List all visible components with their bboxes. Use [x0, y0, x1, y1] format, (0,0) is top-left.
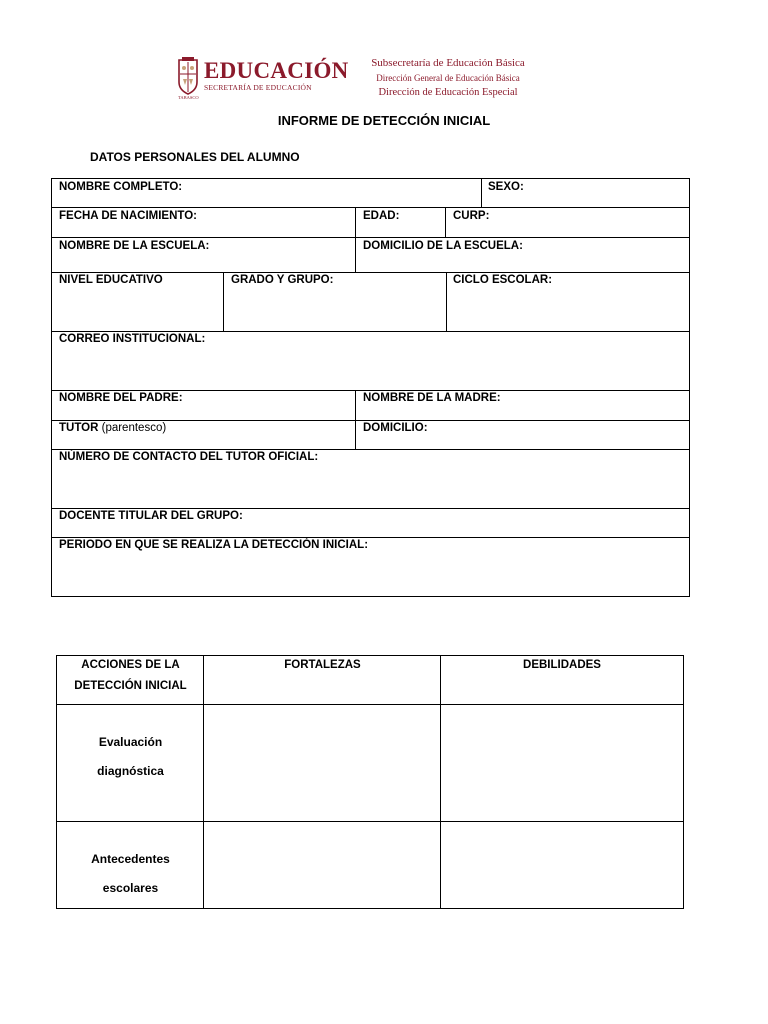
header-fortalezas: FORTALEZAS [284, 659, 361, 671]
form-column-divider [446, 272, 447, 331]
ciclo-escolar-label: CICLO ESCOLAR: [453, 274, 553, 286]
sexo-label: SEXO: [488, 181, 524, 193]
header-acciones [57, 655, 204, 697]
row-evaluacion-line1: Evaluación [98, 735, 163, 749]
education-logo-subtext: SECRETARÍA DE EDUCACIÓN [204, 83, 312, 92]
row-antecedentes-escolares [57, 845, 204, 903]
header-debilidades: DEBILIDADES [523, 659, 601, 671]
form-column-divider [481, 179, 482, 207]
table-row-divider [57, 821, 683, 822]
nombre-padre-label: NOMBRE DEL PADRE: [59, 392, 183, 404]
form-row-divider [52, 331, 689, 332]
edad-label: EDAD: [363, 210, 400, 222]
education-logo-state: TABASCO [178, 95, 199, 100]
nombre-madre-label: NOMBRE DE LA MADRE: [363, 392, 501, 404]
domicilio-label: DOMICILIO: [363, 422, 428, 434]
document-header [0, 0, 768, 105]
nombre-completo-label: NOMBRE COMPLETO: [59, 181, 183, 193]
grado-grupo-label: GRADO Y GRUPO: [231, 274, 334, 286]
row-antecedentes-line1: Antecedentes [91, 852, 170, 866]
tutor-label-text: TUTOR [59, 422, 99, 434]
row-antecedentes-line2: escolares [102, 881, 159, 895]
domicilio-escuela-label: DOMICILIO DE LA ESCUELA: [363, 240, 523, 252]
form-row-divider [52, 449, 689, 450]
numero-contacto-label: NÚMERO DE CONTACTO DEL TUTOR OFICIAL: [59, 451, 319, 463]
header-line-subsecretaria: Subsecretaría de Educación Básica [371, 57, 525, 69]
document-title: INFORME DE DETECCIÓN INICIAL [277, 113, 491, 128]
fecha-nacimiento-label: FECHA DE NACIMIENTO: [59, 210, 197, 222]
personal-data-form [51, 178, 690, 597]
row-evaluacion-diagnostica [57, 728, 204, 786]
form-row-divider [52, 237, 689, 238]
form-row-divider [52, 508, 689, 509]
tutor-label [59, 422, 166, 434]
section-title: DATOS PERSONALES DEL ALUMNO [90, 150, 300, 164]
correo-institucional-label: CORREO INSTITUCIONAL: [59, 333, 206, 345]
docente-titular-label: DOCENTE TITULAR DEL GRUPO: [59, 510, 243, 522]
nombre-escuela-label: NOMBRE DE LA ESCUELA: [59, 240, 210, 252]
header-line-direccion-especial: Dirección de Educación Especial [378, 87, 518, 98]
row-evaluacion-line2: diagnóstica [97, 764, 164, 778]
header-line-direccion-general: Dirección General de Educación Básica [376, 73, 520, 83]
header-institution-block [360, 56, 536, 100]
form-row-divider [52, 390, 689, 391]
table-column-divider [440, 656, 441, 908]
table-row-divider [57, 704, 683, 705]
form-column-divider [355, 207, 356, 272]
curp-label: CURP: [453, 210, 490, 222]
form-row-divider [52, 420, 689, 421]
form-row-divider [52, 207, 689, 208]
header-acciones-line1: ACCIONES DE LA [81, 659, 180, 671]
form-column-divider [355, 390, 356, 449]
nivel-educativo-label: NIVEL EDUCATIVO [59, 274, 163, 286]
form-column-divider [445, 207, 446, 237]
periodo-deteccion-label: PERIODO EN QUE SE REALIZA LA DETECCIÓN INICIAL: [59, 539, 369, 551]
detection-actions-table [56, 655, 684, 909]
form-column-divider [223, 272, 224, 331]
form-row-divider [52, 272, 689, 273]
tutor-label-note: (parentesco) [101, 422, 167, 434]
education-logo-text: EDUCACIÓN [204, 58, 349, 83]
form-row-divider [52, 537, 689, 538]
coat-of-arms-icon [176, 54, 200, 96]
header-acciones-line2: DETECCIÓN INICIAL [74, 680, 187, 692]
